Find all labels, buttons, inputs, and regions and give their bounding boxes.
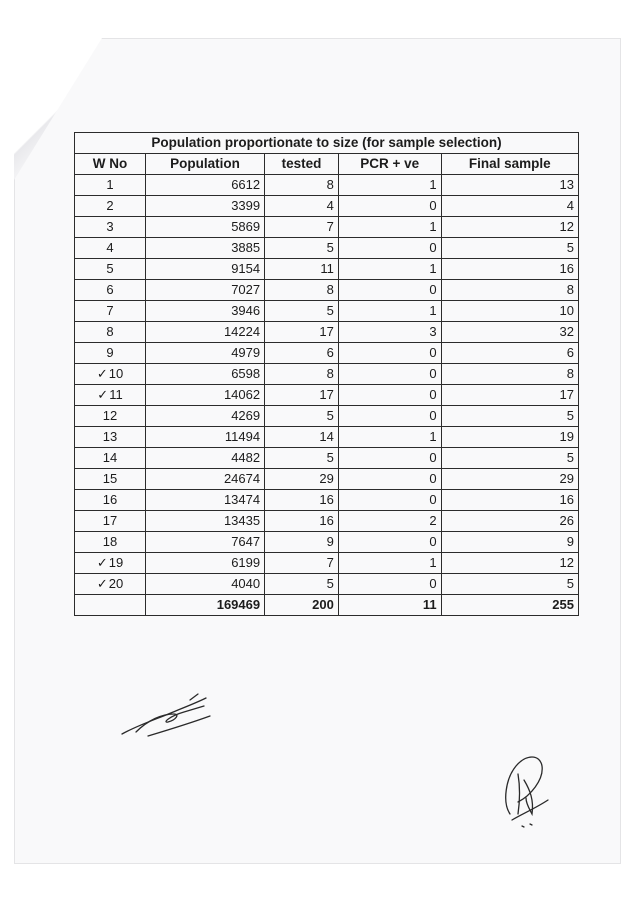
cell-population-value: 4482 [231, 450, 261, 465]
cell-population [146, 469, 265, 490]
cell-pcr-positive [338, 301, 441, 322]
cell-population-value: 14062 [223, 387, 261, 402]
cell-final-sample [441, 532, 578, 553]
table-row [75, 406, 579, 427]
cell-pcr-positive-value: 1 [429, 429, 437, 444]
cell-pcr-positive-value: 0 [429, 198, 437, 213]
cell-population [146, 259, 265, 280]
total-final-sample: 255 [441, 595, 578, 616]
cell-final-sample [441, 343, 578, 364]
cell-tested [265, 574, 339, 595]
cell-tested-value: 9 [326, 534, 334, 549]
cell-pcr-positive [338, 280, 441, 301]
cell-pcr-positive [338, 343, 441, 364]
cell-pcr-positive [338, 469, 441, 490]
cell-ward-no [75, 175, 146, 196]
cell-final-sample-value: 4 [566, 198, 574, 213]
cell-ward-no [75, 490, 146, 511]
cell-ward-no [75, 553, 146, 574]
cell-final-sample-value: 5 [566, 240, 574, 255]
table-row [75, 238, 579, 259]
cell-ward-no [75, 469, 146, 490]
cell-tested-value: 5 [326, 303, 334, 318]
cell-pcr-positive-value: 0 [429, 450, 437, 465]
signature-left [118, 690, 218, 742]
cell-final-sample-value: 12 [559, 555, 574, 570]
cell-final-sample [441, 196, 578, 217]
cell-population [146, 385, 265, 406]
cell-final-sample [441, 322, 578, 343]
cell-population [146, 217, 265, 238]
table-row [75, 301, 579, 322]
cell-tested [265, 427, 339, 448]
cell-pcr-positive-value: 0 [429, 282, 437, 297]
cell-ward-no-value: 14 [102, 450, 118, 465]
table-row [75, 364, 579, 385]
cell-ward-no-value: 20 [108, 576, 124, 591]
cell-pcr-positive [338, 196, 441, 217]
cell-final-sample-value: 8 [566, 366, 574, 381]
cell-tested-value: 29 [319, 471, 334, 486]
cell-final-sample-value: 16 [559, 261, 574, 276]
table-row [75, 322, 579, 343]
cell-population [146, 448, 265, 469]
cell-tested-value: 8 [326, 366, 334, 381]
cell-pcr-positive [338, 175, 441, 196]
cell-final-sample-value: 8 [566, 282, 574, 297]
cell-pcr-positive-value: 2 [429, 513, 437, 528]
cell-tested [265, 511, 339, 532]
cell-pcr-positive-value: 1 [429, 177, 437, 192]
cell-ward-no [75, 322, 146, 343]
cell-tested [265, 196, 339, 217]
cell-tested-value: 7 [326, 555, 334, 570]
cell-final-sample [441, 301, 578, 322]
cell-final-sample [441, 511, 578, 532]
table-row [75, 385, 579, 406]
cell-population [146, 196, 265, 217]
cell-ward-no [75, 448, 146, 469]
cell-population-value: 24674 [223, 471, 261, 486]
cell-population-value: 13435 [223, 513, 261, 528]
cell-tested-value: 8 [326, 177, 334, 192]
cell-pcr-positive-value: 0 [429, 471, 437, 486]
cell-pcr-positive-value: 1 [429, 303, 437, 318]
cell-tested-value: 5 [326, 240, 334, 255]
total-tested: 200 [265, 595, 339, 616]
cell-tested [265, 343, 339, 364]
cell-pcr-positive-value: 1 [429, 261, 437, 276]
cell-ward-no-value: 3 [106, 219, 114, 234]
cell-ward-no-value: 18 [102, 534, 118, 549]
cell-final-sample-value: 5 [566, 576, 574, 591]
table-row [75, 259, 579, 280]
cell-population-value: 7647 [231, 534, 261, 549]
cell-final-sample [441, 574, 578, 595]
cell-final-sample-value: 16 [559, 492, 574, 507]
cell-population [146, 574, 265, 595]
cell-ward-no-value: 7 [106, 303, 114, 318]
cell-final-sample [441, 406, 578, 427]
table-row [75, 427, 579, 448]
cell-pcr-positive [338, 553, 441, 574]
cell-tested-value: 8 [326, 282, 334, 297]
cell-final-sample-value: 5 [566, 408, 574, 423]
total-pcr-positive: 11 [338, 595, 441, 616]
cell-tested-value: 5 [326, 408, 334, 423]
cell-population-value: 4040 [231, 576, 261, 591]
cell-final-sample-value: 10 [559, 303, 574, 318]
cell-ward-no-value: 15 [102, 471, 118, 486]
table-row [75, 490, 579, 511]
cell-pcr-positive [338, 217, 441, 238]
cell-pcr-positive [338, 490, 441, 511]
cell-ward-no-value: 11 [109, 387, 123, 402]
cell-final-sample-value: 19 [559, 429, 574, 444]
cell-population-value: 3399 [231, 198, 261, 213]
cell-tested [265, 406, 339, 427]
cell-population [146, 364, 265, 385]
cell-tested [265, 322, 339, 343]
cell-pcr-positive-value: 0 [429, 345, 437, 360]
table-row [75, 196, 579, 217]
cell-population-value: 4269 [231, 408, 261, 423]
cell-ward-no [75, 217, 146, 238]
cell-tested-value: 6 [326, 345, 334, 360]
cell-pcr-positive-value: 3 [429, 324, 437, 339]
cell-ward-no [75, 196, 146, 217]
total-ward [75, 595, 146, 616]
cell-tested-value: 17 [319, 324, 334, 339]
cell-ward-no-value: 2 [106, 198, 114, 213]
cell-final-sample [441, 448, 578, 469]
cell-tested-value: 16 [319, 492, 334, 507]
cell-population-value: 7027 [231, 282, 261, 297]
cell-population-value: 6598 [231, 366, 261, 381]
cell-population [146, 511, 265, 532]
cell-ward-no-value: 10 [108, 366, 124, 381]
cell-ward-no-value: 17 [102, 513, 118, 528]
cell-pcr-positive [338, 322, 441, 343]
cell-ward-no [75, 280, 146, 301]
cell-ward-no-value: 6 [106, 282, 114, 297]
cell-population [146, 406, 265, 427]
cell-pcr-positive [338, 406, 441, 427]
cell-pcr-positive [338, 448, 441, 469]
cell-population [146, 490, 265, 511]
cell-ward-no [75, 427, 146, 448]
table-title: Population proportionate to size (for sample selection) [75, 133, 579, 154]
table-row [75, 511, 579, 532]
cell-ward-no-value: 1 [106, 177, 114, 192]
cell-ward-no [75, 343, 146, 364]
cell-ward-no-value: 8 [106, 324, 114, 339]
cell-tested-value: 11 [320, 261, 334, 276]
cell-final-sample [441, 280, 578, 301]
cell-tested [265, 448, 339, 469]
cell-final-sample-value: 32 [559, 324, 574, 339]
cell-population-value: 14224 [223, 324, 261, 339]
cell-ward-no [75, 238, 146, 259]
cell-tested [265, 259, 339, 280]
cell-final-sample [441, 217, 578, 238]
cell-final-sample [441, 259, 578, 280]
total-population: 169469 [146, 595, 265, 616]
cell-ward-no-value: 16 [102, 492, 118, 507]
checkmark-icon: ✓ [97, 387, 109, 402]
cell-population [146, 301, 265, 322]
cell-ward-no [75, 301, 146, 322]
checkmark-icon: ✓ [96, 555, 108, 570]
cell-pcr-positive-value: 0 [429, 576, 437, 591]
cell-population [146, 322, 265, 343]
cell-tested [265, 469, 339, 490]
cell-final-sample [441, 238, 578, 259]
cell-ward-no-value: 5 [106, 261, 114, 276]
cell-population-value: 5869 [231, 219, 261, 234]
cell-ward-no-value: 4 [106, 240, 114, 255]
cell-ward-no [75, 259, 146, 280]
cell-pcr-positive-value: 0 [429, 408, 437, 423]
cell-ward-no-value: 9 [106, 345, 114, 360]
header-tested: tested [265, 154, 339, 175]
cell-final-sample [441, 385, 578, 406]
cell-final-sample-value: 12 [559, 219, 574, 234]
cell-population-value: 13474 [223, 492, 261, 507]
header-row [75, 154, 579, 175]
cell-ward-no [75, 574, 146, 595]
cell-final-sample-value: 5 [566, 450, 574, 465]
cell-population [146, 553, 265, 574]
cell-tested [265, 553, 339, 574]
table-row [75, 574, 579, 595]
cell-population [146, 238, 265, 259]
cell-final-sample [441, 553, 578, 574]
cell-pcr-positive [338, 238, 441, 259]
cell-population-value: 6199 [231, 555, 261, 570]
cell-population-value: 3946 [231, 303, 261, 318]
cell-pcr-positive-value: 0 [429, 366, 437, 381]
cell-tested [265, 175, 339, 196]
cell-ward-no [75, 511, 146, 532]
cell-pcr-positive [338, 259, 441, 280]
cell-population [146, 532, 265, 553]
cell-ward-no [75, 532, 146, 553]
signature-right [496, 744, 558, 834]
table-row [75, 280, 579, 301]
table-row [75, 343, 579, 364]
cell-tested [265, 490, 339, 511]
cell-ward-no-value: 13 [102, 429, 118, 444]
cell-pcr-positive-value: 1 [429, 555, 437, 570]
cell-population [146, 280, 265, 301]
header-final-sample: Final sample [441, 154, 578, 175]
cell-population [146, 343, 265, 364]
cell-tested-value: 4 [326, 198, 334, 213]
cell-final-sample [441, 175, 578, 196]
cell-tested-value: 7 [326, 219, 334, 234]
cell-tested-value: 16 [319, 513, 334, 528]
cell-final-sample [441, 427, 578, 448]
cell-final-sample-value: 26 [559, 513, 574, 528]
cell-tested-value: 14 [319, 429, 334, 444]
cell-ward-no [75, 364, 146, 385]
cell-tested-value: 5 [326, 450, 334, 465]
cell-final-sample [441, 364, 578, 385]
cell-final-sample-value: 6 [566, 345, 574, 360]
cell-tested [265, 364, 339, 385]
cell-pcr-positive [338, 511, 441, 532]
cell-pcr-positive-value: 0 [429, 534, 437, 549]
cell-population-value: 3885 [231, 240, 261, 255]
table-row [75, 175, 579, 196]
cell-tested [265, 301, 339, 322]
cell-ward-no-value: 12 [102, 408, 118, 423]
cell-pcr-positive [338, 364, 441, 385]
cell-tested [265, 385, 339, 406]
cell-population [146, 175, 265, 196]
sample-selection-table [74, 132, 579, 616]
cell-population-value: 11494 [224, 429, 261, 444]
cell-final-sample-value: 13 [559, 177, 574, 192]
cell-pcr-positive-value: 0 [429, 240, 437, 255]
cell-final-sample [441, 469, 578, 490]
cell-tested [265, 217, 339, 238]
cell-population-value: 6612 [231, 177, 261, 192]
cell-tested-value: 5 [326, 576, 334, 591]
cell-final-sample-value: 17 [559, 387, 574, 402]
cell-population-value: 9154 [231, 261, 261, 276]
cell-pcr-positive-value: 0 [429, 492, 437, 507]
cell-tested [265, 532, 339, 553]
cell-population [146, 427, 265, 448]
cell-pcr-positive [338, 427, 441, 448]
cell-pcr-positive-value: 0 [429, 387, 437, 402]
header-ward-no: W No [75, 154, 146, 175]
table-row [75, 217, 579, 238]
table-row [75, 532, 579, 553]
table-row [75, 448, 579, 469]
cell-tested [265, 280, 339, 301]
cell-tested-value: 17 [319, 387, 334, 402]
cell-pcr-positive-value: 1 [429, 219, 437, 234]
checkmark-icon: ✓ [96, 366, 108, 381]
cell-pcr-positive [338, 574, 441, 595]
table-row [75, 553, 579, 574]
cell-final-sample [441, 490, 578, 511]
cell-pcr-positive [338, 532, 441, 553]
table-row [75, 469, 579, 490]
cell-ward-no [75, 406, 146, 427]
cell-ward-no-value: 19 [108, 555, 124, 570]
checkmark-icon: ✓ [96, 576, 108, 591]
cell-tested [265, 238, 339, 259]
cell-final-sample-value: 9 [566, 534, 574, 549]
header-population: Population [146, 154, 265, 175]
totals-row [75, 595, 579, 616]
cell-final-sample-value: 29 [559, 471, 574, 486]
header-pcr-positive: PCR + ve [338, 154, 441, 175]
cell-population-value: 4979 [231, 345, 261, 360]
cell-ward-no [75, 385, 146, 406]
cell-pcr-positive [338, 385, 441, 406]
